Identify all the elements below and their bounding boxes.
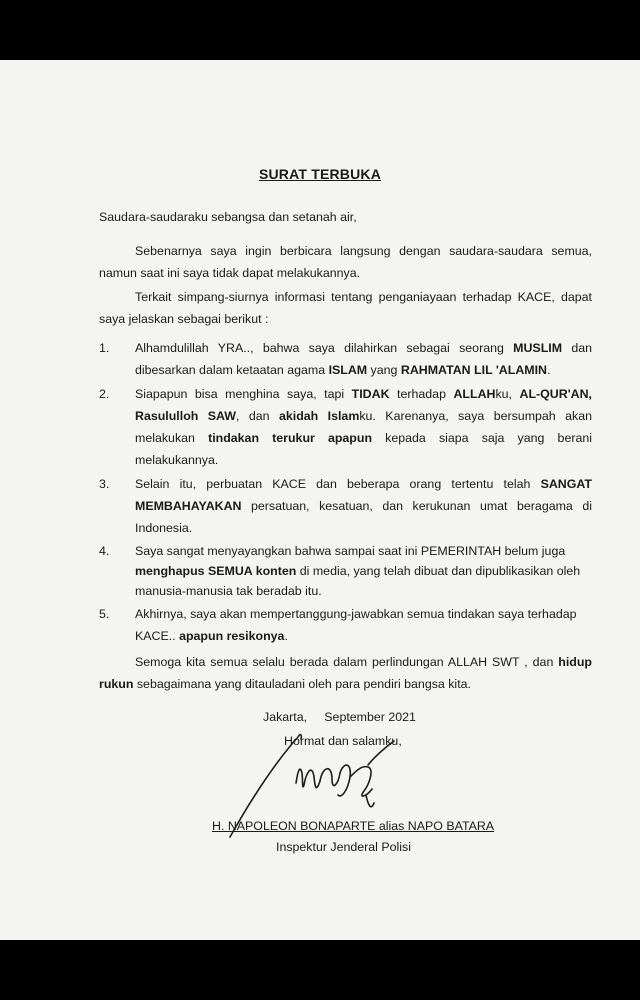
item-2-line2: Rasululloh SAW, dan akidah Islamku. Karenanya, saya bersumpah akan [135,409,592,423]
closing-line1: Semoga kita semua selalu berada dalam perlindungan ALLAH SWT , dan hidup [135,655,592,669]
item-3-line2: MEMBAHAYAKAN persatuan, kesatuan, dan kerukunan umat beragama di [135,499,592,513]
item-3-line3: Indonesia. [135,521,193,535]
signer-name: H. NAPOLEON BONAPARTE alias NAPO BATARA [212,819,495,833]
item-4-line3: manusia-manusia tak beradab itu. [135,584,322,598]
item-2-line3: melakukan tindakan terukur apapun kepada siapa saja yang berani [135,431,592,445]
item-1-line1: Alhamdulillah YRA.., bahwa saya dilahirkan sebagai seorang MUSLIM dan [135,341,592,355]
item-4-line1: Saya sangat menyayangkan bahwa sampai saat ini PEMERINTAH belum juga [135,544,566,558]
item-4-number: 4. [99,544,110,558]
letter-paper [0,60,640,940]
item-5-line1: Akhirnya, saya akan mempertanggung-jawabkan semua tindakan saya terhadap [135,607,577,621]
para1-line1: Sebenarnya saya ingin berbicara langsung dengan saudara-saudara semua, [135,244,592,258]
item-1-line2: dibesarkan dalam ketaatan agama ISLAM yang RAHMATAN LIL 'ALAMIN. [135,363,551,377]
item-1-number: 1. [99,341,110,355]
regards: Hormat dan salamku, [284,734,402,748]
item-2-number: 2. [99,387,110,401]
item-3-line1: Selain itu, perbuatan KACE dan beberapa orang tertentu telah SANGAT [135,477,592,491]
place-date: Jakarta, September 2021 [263,710,416,724]
item-5-line2: KACE.. apapun resikonya. [135,629,288,643]
item-4-line2: menghapus SEMUA konten di media, yang telah dibuat dan dipublikasikan oleh [135,564,581,578]
para1-line2: namun saat ini saya tidak dapat melakukannya. [99,266,361,280]
item-2-line4: melakukannya. [135,453,219,467]
closing-line2: rukun sebagaimana yang ditauladani oleh para pendiri bangsa kita. [99,677,471,691]
signer-title: Inspektur Jenderal Polisi [276,840,411,854]
para2-line2: saya jelaskan sebagai berikut : [99,312,269,326]
item-2-line1: Siapapun bisa menghina saya, tapi TIDAK terhadap ALLAHku, AL-QUR'AN, [135,387,592,401]
letter-title: SURAT TERBUKA [258,166,382,182]
item-5-number: 5. [99,607,110,621]
para2-line1: Terkait simpang-siurnya informasi tentang penganiayaan terhadap KACE, dapat [135,290,592,304]
greeting: Saudara-saudaraku sebangsa dan setanah air, [99,210,357,224]
item-3-number: 3. [99,477,110,491]
